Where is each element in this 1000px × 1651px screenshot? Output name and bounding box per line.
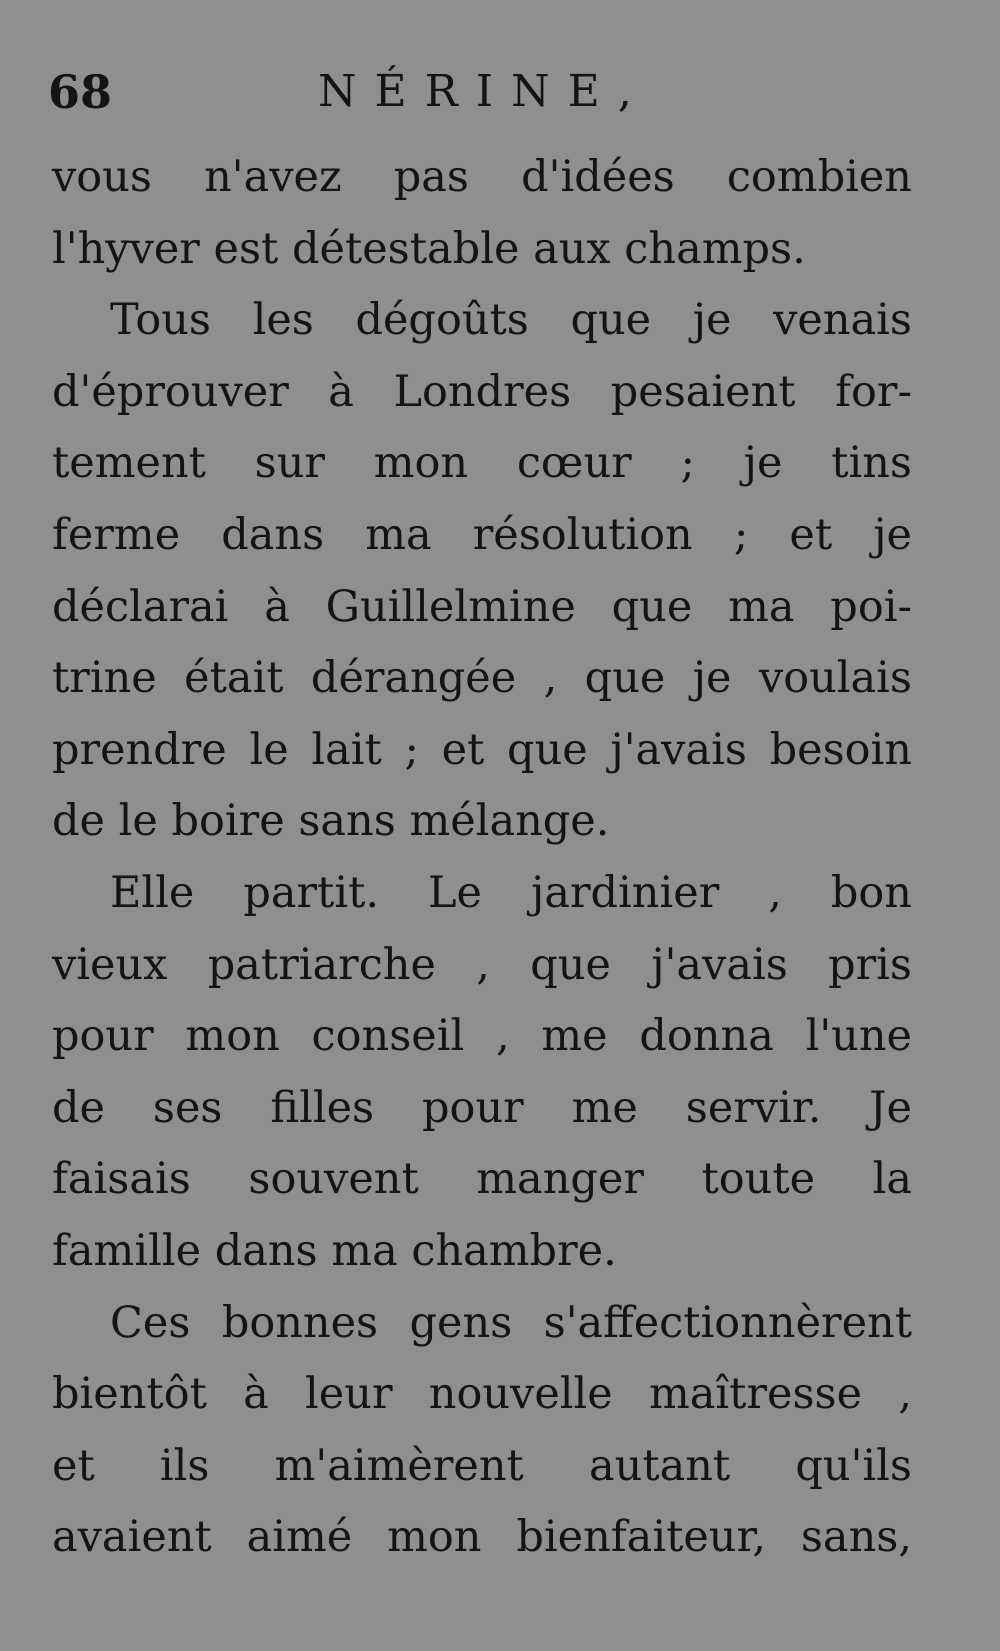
text-line: famille dans ma chambre. bbox=[52, 1225, 617, 1276]
text-line: l'hyver est détestable aux champs. bbox=[52, 223, 806, 274]
running-title: NÉRINE, bbox=[318, 66, 650, 117]
text-line: bientôt à leur nouvelle maîtresse , bbox=[52, 1369, 912, 1420]
text-line: vieux patriarche , que j'avais pris bbox=[52, 939, 912, 990]
text-line: prendre le lait ; et que j'avais besoin bbox=[52, 724, 912, 775]
text-line: ferme dans ma résolution ; et je bbox=[52, 509, 912, 560]
text-line: pour mon conseil , me donna l'une bbox=[52, 1011, 912, 1062]
text-line: Tous les dégoûts que je venais bbox=[110, 295, 912, 346]
running-head bbox=[48, 60, 908, 124]
text-line: de le boire sans mélange. bbox=[52, 796, 610, 847]
body-text bbox=[52, 142, 912, 1574]
text-line: faisais souvent manger toute la bbox=[52, 1154, 912, 1205]
text-line: Elle partit. Le jardinier , bon bbox=[110, 867, 912, 918]
page-number: 68 bbox=[48, 65, 113, 119]
text-line: vous n'avez pas d'idées combien bbox=[52, 152, 912, 202]
text-line: trine était dérangée , que je voulais bbox=[52, 653, 912, 704]
text-line: tement sur mon cœur ; je tins bbox=[52, 438, 912, 489]
text-line: Ces bonnes gens s'affectionnèrent bbox=[110, 1297, 912, 1348]
text-line: avaient aimé mon bienfaiteur, sans, bbox=[52, 1512, 912, 1563]
text-line: déclarai à Guillelmine que ma poi- bbox=[52, 581, 912, 632]
text-line: et ils m'aimèrent autant qu'ils bbox=[52, 1440, 912, 1491]
text-line: de ses filles pour me servir. Je bbox=[52, 1082, 912, 1133]
text-line: d'éprouver à Londres pesaient for- bbox=[52, 366, 912, 417]
